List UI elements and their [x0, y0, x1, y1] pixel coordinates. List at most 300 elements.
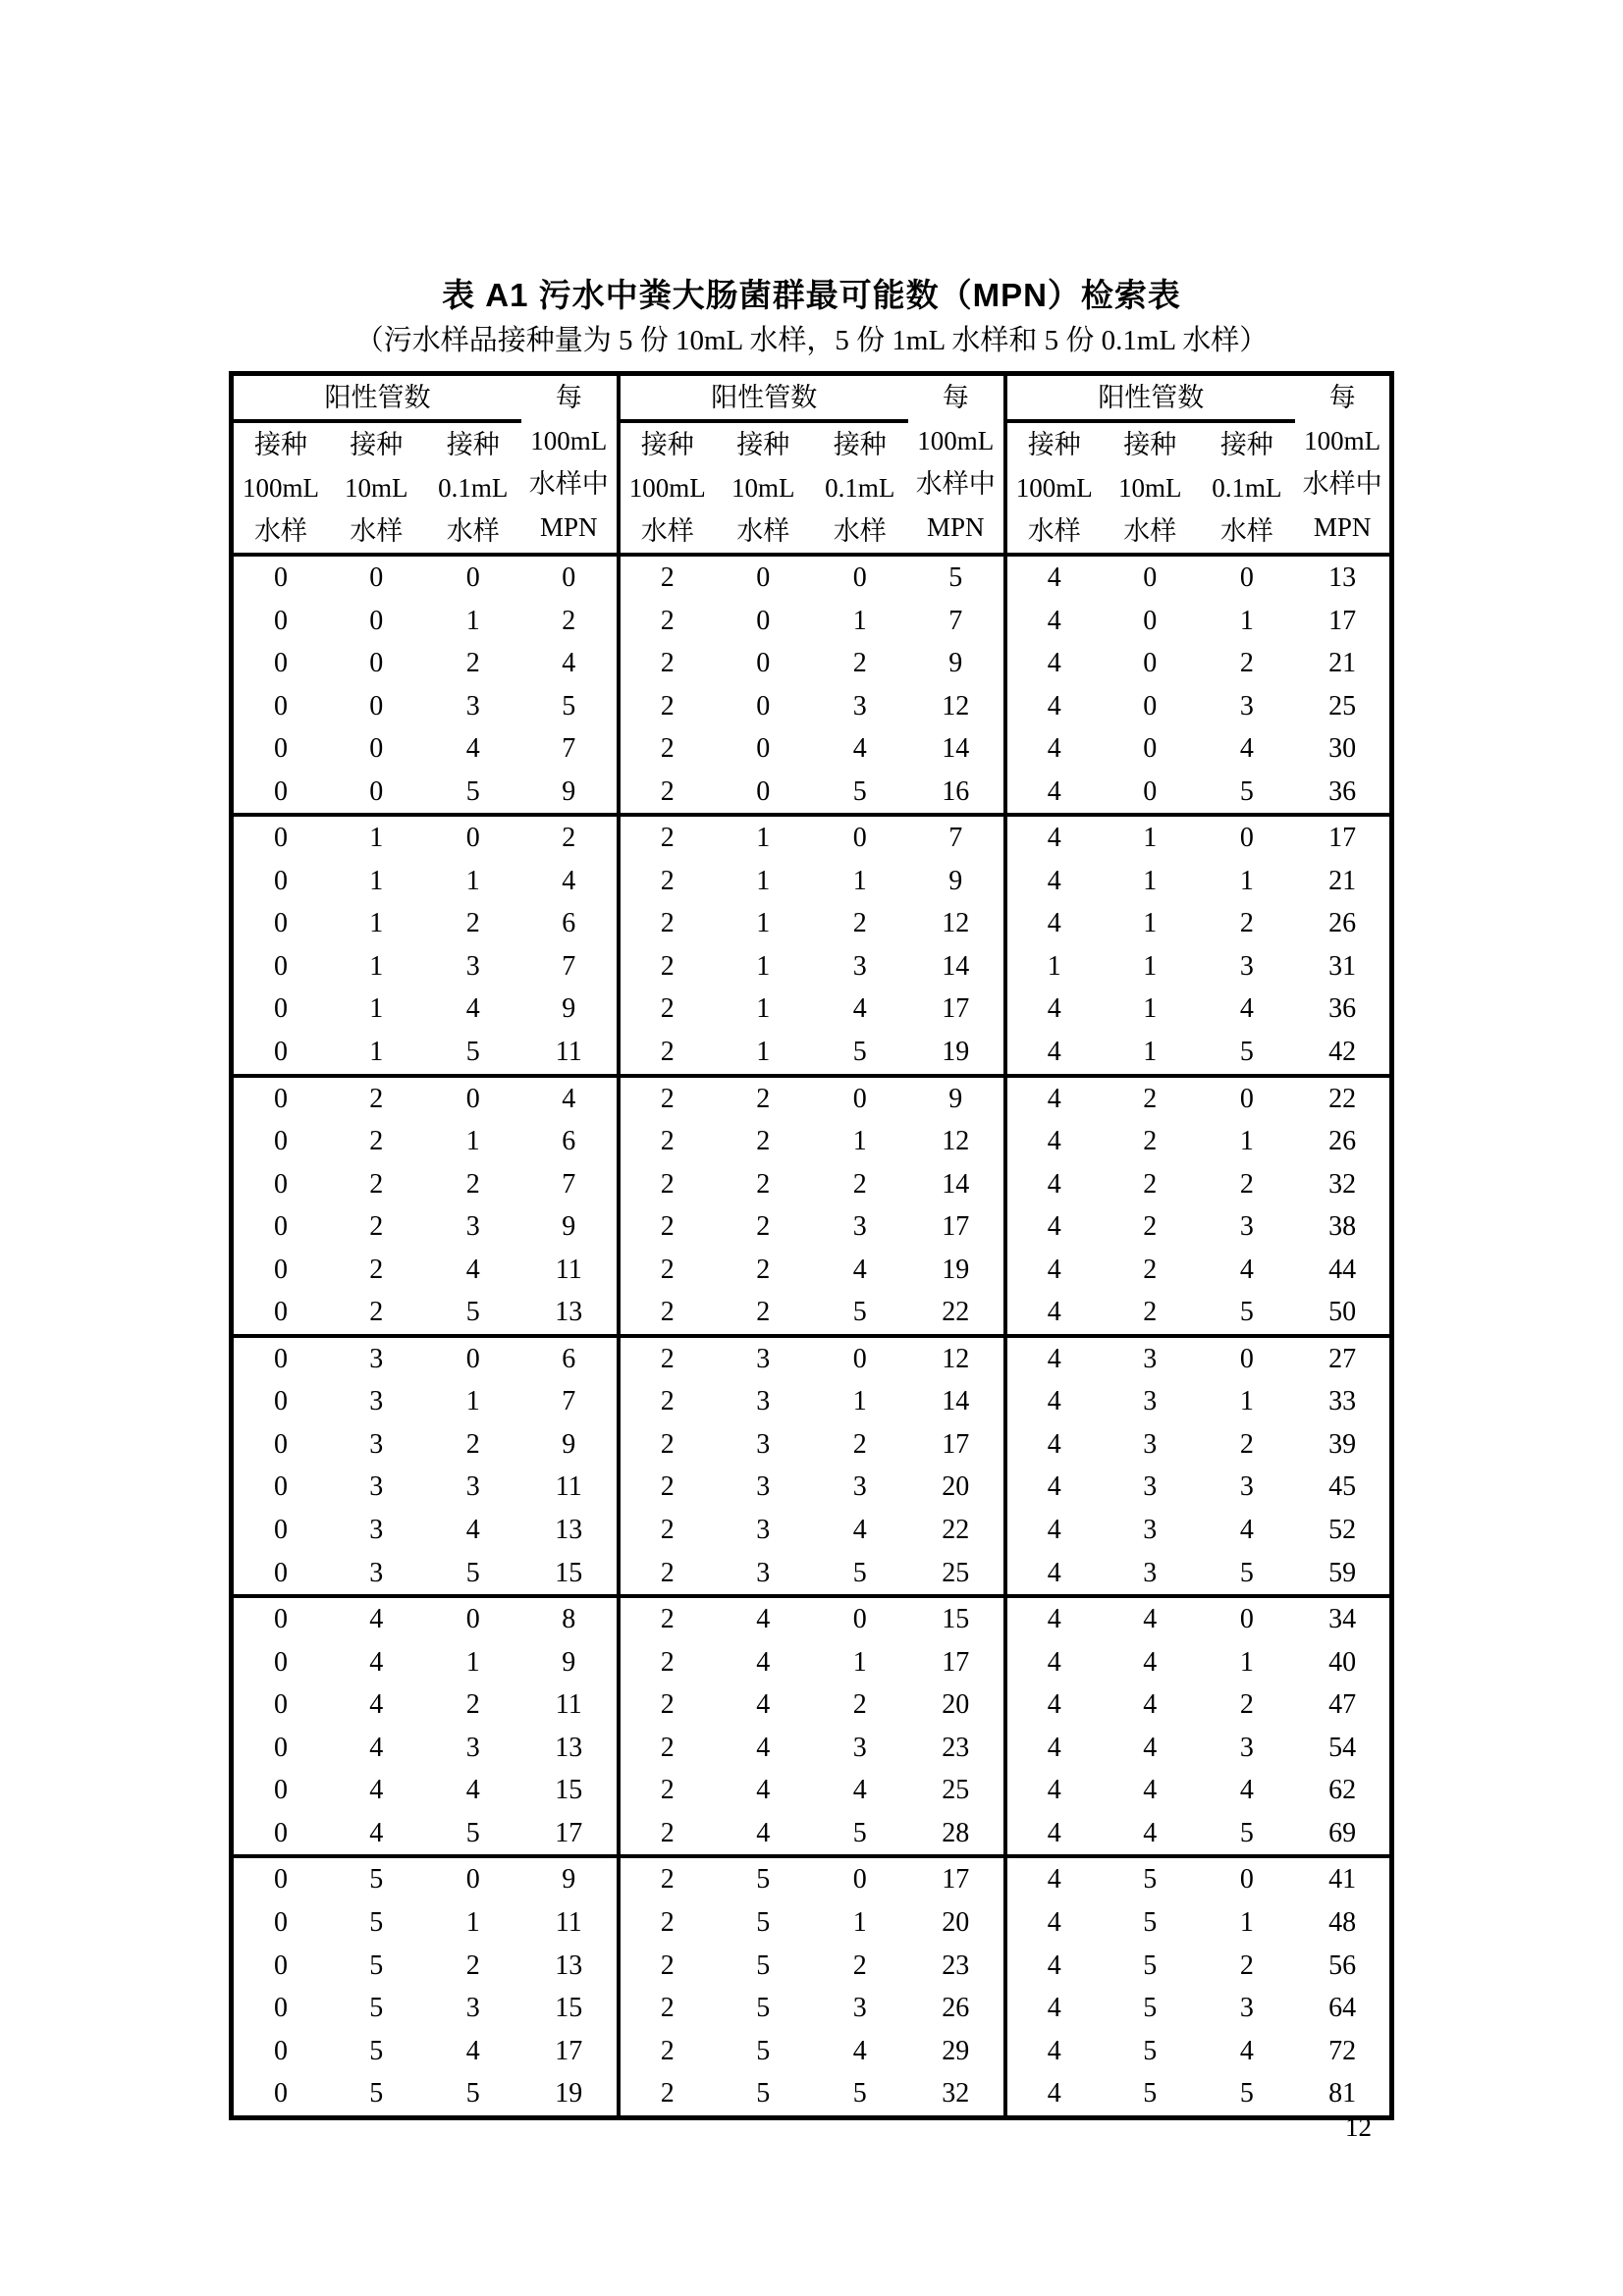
table-cell: 4	[1047, 1428, 1061, 1460]
table-cell: 2	[756, 1297, 771, 1328]
table-cell: 2	[660, 1254, 675, 1285]
table-cell: 3	[1239, 690, 1254, 721]
table-cell: 5	[1143, 1993, 1158, 2024]
page-title: 表 A1 污水中粪大肠菌群最可能数（MPN）检索表	[442, 277, 1181, 313]
subcol-header-0p1ml: 接种 0.1mL 水样	[825, 430, 895, 546]
table-cell: 5	[852, 1297, 867, 1328]
table-cell: 2	[465, 1168, 480, 1200]
table-row	[232, 1769, 1392, 1812]
table-cell: 5	[369, 2078, 384, 2109]
table-cell: 4	[369, 1817, 384, 1848]
table-cell: 22	[908, 1291, 1005, 1336]
subcol-header-0p1ml: 接种 0.1mL 水样	[438, 430, 509, 546]
table-cell: 2	[660, 733, 675, 765]
table-cell: 9	[521, 988, 619, 1031]
table-cell: 4	[1047, 1254, 1061, 1285]
table-cell: 14	[908, 1163, 1005, 1206]
table-cell: 4	[1047, 1646, 1061, 1678]
table-cell: 3	[756, 1428, 771, 1460]
table-cell: 22	[1295, 1076, 1392, 1121]
table-cell: 0	[369, 733, 384, 765]
table-row	[232, 1901, 1392, 1945]
table-cell: 4	[465, 993, 480, 1025]
table-cell: 5	[715, 1856, 812, 1901]
table-cell: 6	[521, 902, 619, 945]
table-cell: 2	[369, 1211, 384, 1243]
table-body	[232, 555, 1392, 2117]
table-cell: 4	[521, 860, 619, 903]
table-cell: 4	[1143, 1689, 1158, 1721]
table-cell: 3	[1239, 950, 1254, 982]
table-cell: 4	[1047, 993, 1061, 1025]
table-cell: 2	[619, 1856, 716, 1901]
table-cell: 2	[660, 1386, 675, 1417]
table-cell: 59	[1328, 1557, 1357, 1588]
table-cell: 2	[660, 1732, 675, 1763]
table-cell: 17	[1295, 815, 1392, 860]
table-cell: 2	[328, 1076, 425, 1121]
table-cell: 0	[274, 2078, 288, 2109]
table-cell: 4	[465, 1515, 480, 1546]
table-cell: 19	[521, 2072, 619, 2117]
table-cell: 2	[369, 1168, 384, 1200]
table-cell: 2	[660, 1037, 675, 1068]
table-cell: 0	[274, 950, 288, 982]
table-cell: 2	[756, 1254, 771, 1285]
subcol-header-0p1ml: 接种 0.1mL 水样	[1212, 430, 1282, 546]
table-cell: 4	[1047, 1037, 1061, 1068]
table-cell: 1	[1143, 865, 1158, 896]
table-row	[232, 1987, 1392, 2030]
table-cell: 14	[908, 727, 1005, 771]
table-cell: 0	[1199, 1076, 1296, 1121]
table-cell: 4	[465, 1254, 480, 1285]
table-cell: 3	[715, 1336, 812, 1381]
table-row	[232, 945, 1392, 988]
table-cell: 2	[660, 1297, 675, 1328]
table-cell: 0	[1199, 1336, 1296, 1381]
table-row	[232, 2030, 1392, 2073]
table-cell: 4	[1047, 1557, 1061, 1588]
table-cell: 45	[1328, 1471, 1357, 1503]
table-cell: 2	[852, 1949, 867, 1981]
table-cell: 1	[852, 1126, 867, 1157]
page-number: 12	[1345, 2112, 1372, 2142]
table-cell: 4	[1047, 908, 1061, 939]
table-cell: 3	[1143, 1557, 1158, 1588]
table-cell: 52	[1328, 1515, 1357, 1546]
table-cell: 1	[852, 605, 867, 636]
table-cell: 14	[908, 945, 1005, 988]
table-cell: 0	[232, 1856, 329, 1901]
table-cell: 7	[908, 815, 1005, 860]
table-cell: 2	[465, 1689, 480, 1721]
table-cell: 0	[274, 1817, 288, 1848]
table-cell: 1	[756, 993, 771, 1025]
table-cell: 2	[465, 1949, 480, 1981]
table-cell: 1	[852, 1646, 867, 1678]
table-cell: 0	[756, 690, 771, 721]
table-cell: 1	[465, 865, 480, 896]
table-cell: 5	[328, 1856, 425, 1901]
table-cell: 62	[1328, 1775, 1357, 1806]
table-cell: 23	[908, 1727, 1005, 1770]
table-cell: 2	[852, 648, 867, 679]
table-cell: 26	[1328, 908, 1357, 939]
table-cell: 2	[660, 562, 675, 593]
table-cell: 4	[1047, 775, 1061, 807]
table-cell: 6	[521, 1336, 619, 1381]
table-cell: 81	[1328, 2078, 1357, 2109]
table-cell: 2	[756, 1168, 771, 1200]
table-cell: 0	[756, 733, 771, 765]
table-cell: 5	[852, 2078, 867, 2109]
table-cell: 5	[465, 1557, 480, 1588]
table-cell: 42	[1328, 1037, 1357, 1068]
table-cell: 0	[369, 562, 384, 593]
table-cell: 4	[369, 1775, 384, 1806]
table-cell: 4	[1047, 1817, 1061, 1848]
table-cell: 0	[232, 1596, 329, 1641]
table-cell: 0	[274, 865, 288, 896]
table-cell: 0	[232, 815, 329, 860]
table-row	[232, 1163, 1392, 1206]
table-cell: 5	[1143, 1949, 1158, 1981]
table-cell: 11	[521, 1031, 619, 1076]
table-cell: 17	[521, 2030, 619, 2073]
table-cell: 4	[1047, 1211, 1061, 1243]
table-cell: 34	[1295, 1596, 1392, 1641]
table-cell: 2	[521, 600, 619, 643]
table-cell: 4	[1047, 1168, 1061, 1200]
table-cell: 4	[1047, 1297, 1061, 1328]
table-cell: 4	[369, 1689, 384, 1721]
table-cell: 9	[908, 860, 1005, 903]
table-cell: 4	[1047, 1471, 1061, 1503]
table-cell: 2	[660, 1906, 675, 1938]
table-cell: 3	[465, 1211, 480, 1243]
table-row	[232, 1856, 1392, 1901]
table-cell: 0	[812, 1856, 909, 1901]
table-row	[232, 555, 1392, 600]
table-row	[232, 771, 1392, 816]
table-cell: 0	[812, 1596, 909, 1641]
table-cell: 40	[1328, 1646, 1357, 1678]
table-cell: 20	[908, 1466, 1005, 1509]
table-cell: 1	[1239, 605, 1254, 636]
table-cell: 15	[521, 1552, 619, 1597]
table-cell: 16	[908, 771, 1005, 816]
table-row	[232, 1031, 1392, 1076]
table-cell: 0	[274, 908, 288, 939]
table-cell: 2	[660, 775, 675, 807]
table-cell: 5	[756, 1993, 771, 2024]
table-cell: 3	[852, 950, 867, 982]
table-cell: 2	[660, 1775, 675, 1806]
table-cell: 38	[1328, 1211, 1357, 1243]
table-cell: 4	[1047, 865, 1061, 896]
table-cell: 17	[908, 988, 1005, 1031]
table-row	[232, 2072, 1392, 2117]
table-cell: 1	[369, 865, 384, 896]
table-cell: 9	[521, 1641, 619, 1684]
table-cell: 2	[619, 1336, 716, 1381]
table-cell: 0	[274, 1471, 288, 1503]
table-cell: 4	[521, 642, 619, 685]
table-cell: 1	[465, 1646, 480, 1678]
table-cell: 6	[521, 1120, 619, 1163]
table-cell: 0	[369, 605, 384, 636]
table-cell: 4	[1239, 2035, 1254, 2066]
table-cell: 4	[1047, 733, 1061, 765]
table-cell: 2	[1143, 1211, 1158, 1243]
table-cell: 25	[908, 1769, 1005, 1812]
table-cell: 2	[369, 1297, 384, 1328]
table-cell: 0	[756, 648, 771, 679]
table-cell: 1	[715, 815, 812, 860]
table-cell: 2	[1239, 1689, 1254, 1721]
table-cell: 1	[328, 815, 425, 860]
table-cell: 0	[274, 1168, 288, 1200]
table-cell: 7	[521, 1380, 619, 1423]
table-cell: 1	[756, 1037, 771, 1068]
table-cell: 3	[756, 1386, 771, 1417]
table-cell: 5	[852, 1817, 867, 1848]
table-cell: 5	[369, 1993, 384, 2024]
table-row	[232, 642, 1392, 685]
table-cell: 4	[465, 733, 480, 765]
table-cell: 4	[1047, 1949, 1061, 1981]
table-cell: 0	[756, 605, 771, 636]
table-cell: 3	[756, 1471, 771, 1503]
table-cell: 1	[465, 1126, 480, 1157]
table-cell: 2	[660, 950, 675, 982]
table-cell: 12	[908, 902, 1005, 945]
table-cell: 1	[756, 950, 771, 982]
table-cell: 2	[660, 1817, 675, 1848]
table-cell: 9	[908, 642, 1005, 685]
table-cell: 0	[274, 1775, 288, 1806]
table-cell: 56	[1328, 1949, 1357, 1981]
table-cell: 26	[908, 1987, 1005, 2030]
table-cell: 2	[660, 648, 675, 679]
table-cell: 3	[1143, 1386, 1158, 1417]
table-cell: 17	[908, 1856, 1005, 1901]
table-cell: 0	[274, 1254, 288, 1285]
table-cell: 7	[521, 945, 619, 988]
table-cell: 54	[1328, 1732, 1357, 1763]
table-header	[232, 374, 1392, 556]
table-row	[232, 1812, 1392, 1857]
table-cell: 0	[1143, 648, 1158, 679]
table-cell: 4	[369, 1646, 384, 1678]
table-cell: 0	[425, 1596, 522, 1641]
table-cell: 4	[1047, 2035, 1061, 2066]
table-cell: 5	[465, 1037, 480, 1068]
table-cell: 13	[1328, 562, 1357, 593]
table-cell: 4	[756, 1732, 771, 1763]
table-cell: 2	[660, 1646, 675, 1678]
table-cell: 0	[1199, 1856, 1296, 1901]
table-row	[232, 1291, 1392, 1336]
table-cell: 3	[852, 1993, 867, 2024]
table-cell: 2	[465, 1428, 480, 1460]
table-cell: 0	[756, 775, 771, 807]
table-cell: 2	[465, 908, 480, 939]
table-cell: 11	[521, 1249, 619, 1292]
table-cell: 2	[369, 1126, 384, 1157]
table-cell: 17	[908, 1423, 1005, 1467]
table-cell: 0	[812, 1336, 909, 1381]
table-cell: 2	[660, 1993, 675, 2024]
table-cell: 1	[756, 908, 771, 939]
table-row	[232, 1380, 1392, 1423]
table-cell: 1	[1143, 1037, 1158, 1068]
table-cell: 39	[1328, 1428, 1357, 1460]
table-cell: 3	[1239, 1211, 1254, 1243]
table-cell: 41	[1295, 1856, 1392, 1901]
table-cell: 2	[660, 908, 675, 939]
table-cell: 12	[908, 1336, 1005, 1381]
table-cell: 13	[521, 1945, 619, 1988]
table-cell: 5	[1143, 2035, 1158, 2066]
table-cell: 4	[756, 1689, 771, 1721]
table-cell: 0	[1239, 562, 1254, 593]
table-cell: 0	[274, 1037, 288, 1068]
table-cell: 15	[908, 1596, 1005, 1641]
table-cell: 3	[852, 1471, 867, 1503]
table-cell: 5	[756, 1949, 771, 1981]
table-row	[232, 600, 1392, 643]
table-cell: 0	[274, 775, 288, 807]
mpn-column-header: 每 100mL 水样中 MPN	[1302, 383, 1382, 542]
table-cell: 17	[908, 1205, 1005, 1249]
table-cell: 3	[465, 950, 480, 982]
table-cell: 2	[1239, 908, 1254, 939]
table-cell: 36	[1328, 775, 1357, 807]
table-cell: 7	[908, 600, 1005, 643]
table-cell: 2	[660, 605, 675, 636]
table-cell: 5	[1239, 1037, 1254, 1068]
table-cell: 25	[1328, 690, 1357, 721]
table-row	[232, 1552, 1392, 1597]
table-cell: 1	[852, 1386, 867, 1417]
table-cell: 4	[1047, 1775, 1061, 1806]
table-cell: 32	[1328, 1168, 1357, 1200]
table-cell: 5	[1143, 1906, 1158, 1938]
table-cell: 1	[465, 1906, 480, 1938]
table-cell: 4	[1047, 1993, 1061, 2024]
table-cell: 0	[274, 1297, 288, 1328]
table-cell: 0	[274, 1732, 288, 1763]
table-row	[232, 1423, 1392, 1467]
table-cell: 1	[369, 950, 384, 982]
table-cell: 4	[1005, 1076, 1103, 1121]
table-cell: 2	[1143, 1254, 1158, 1285]
table-cell: 0	[274, 1515, 288, 1546]
table-cell: 2	[660, 1689, 675, 1721]
table-cell: 0	[425, 1076, 522, 1121]
table-cell: 4	[852, 2035, 867, 2066]
table-row	[232, 815, 1392, 860]
table-cell: 7	[521, 727, 619, 771]
table-cell: 15	[521, 1769, 619, 1812]
table-cell: 0	[1143, 733, 1158, 765]
table-cell: 19	[908, 1249, 1005, 1292]
table-cell: 2	[660, 1557, 675, 1588]
mpn-lookup-table	[229, 371, 1394, 2120]
table-cell: 0	[232, 1336, 329, 1381]
table-cell: 3	[852, 1732, 867, 1763]
table-cell: 2	[660, 865, 675, 896]
table-cell: 4	[1102, 1596, 1199, 1641]
table-cell: 31	[1328, 950, 1357, 982]
table-cell: 64	[1328, 1993, 1357, 2024]
table-cell: 5	[1239, 1817, 1254, 1848]
positive-tubes-header: 阳性管数	[1005, 374, 1296, 422]
table-cell: 9	[521, 771, 619, 816]
table-cell: 0	[274, 1993, 288, 2024]
table-cell: 4	[1047, 1126, 1061, 1157]
table-cell: 2	[1143, 1126, 1158, 1157]
table-cell: 2	[619, 1076, 716, 1121]
table-cell: 2	[852, 1428, 867, 1460]
table-cell: 2	[660, 1471, 675, 1503]
table-cell: 0	[274, 562, 288, 593]
subcol-header-10ml: 接种 10mL 水样	[345, 430, 408, 546]
table-cell: 0	[274, 690, 288, 721]
table-cell: 1	[1239, 1386, 1254, 1417]
table-cell: 13	[521, 1291, 619, 1336]
table-cell: 0	[1143, 562, 1158, 593]
table-cell: 2	[660, 690, 675, 721]
table-cell: 0	[232, 1076, 329, 1121]
table-cell: 3	[756, 1557, 771, 1588]
table-cell: 4	[369, 1732, 384, 1763]
table-cell: 50	[1328, 1297, 1357, 1328]
table-cell: 27	[1295, 1336, 1392, 1381]
table-row	[232, 1945, 1392, 1988]
table-row	[232, 1596, 1392, 1641]
table-cell: 0	[274, 1126, 288, 1157]
table-cell: 0	[274, 733, 288, 765]
table-cell: 1	[852, 1906, 867, 1938]
page-subtitle: （污水样品接种量为 5 份 10mL 水样，5 份 1mL 水样和 5 份 0.1mL 水样）	[354, 325, 1269, 356]
table-cell: 0	[1143, 690, 1158, 721]
table-cell: 0	[369, 690, 384, 721]
table-cell: 0	[521, 555, 619, 600]
table-cell: 2	[852, 908, 867, 939]
table-cell: 0	[852, 562, 867, 593]
table-cell: 7	[521, 1163, 619, 1206]
table-cell: 2	[660, 1515, 675, 1546]
table-cell: 1	[1143, 993, 1158, 1025]
table-cell: 4	[1143, 1732, 1158, 1763]
table-cell: 2	[1239, 648, 1254, 679]
table-cell: 2	[1239, 1168, 1254, 1200]
table-cell: 25	[908, 1552, 1005, 1597]
table-cell: 12	[908, 685, 1005, 728]
table-cell: 4	[756, 1775, 771, 1806]
positive-tubes-header: 阳性管数	[619, 374, 909, 422]
table-cell: 0	[1143, 605, 1158, 636]
table-cell: 3	[369, 1386, 384, 1417]
table-row	[232, 860, 1392, 903]
table-cell: 0	[274, 1906, 288, 1938]
table-cell: 4	[1047, 1906, 1061, 1938]
table-cell: 5	[465, 2078, 480, 2109]
table-cell: 5	[852, 1037, 867, 1068]
